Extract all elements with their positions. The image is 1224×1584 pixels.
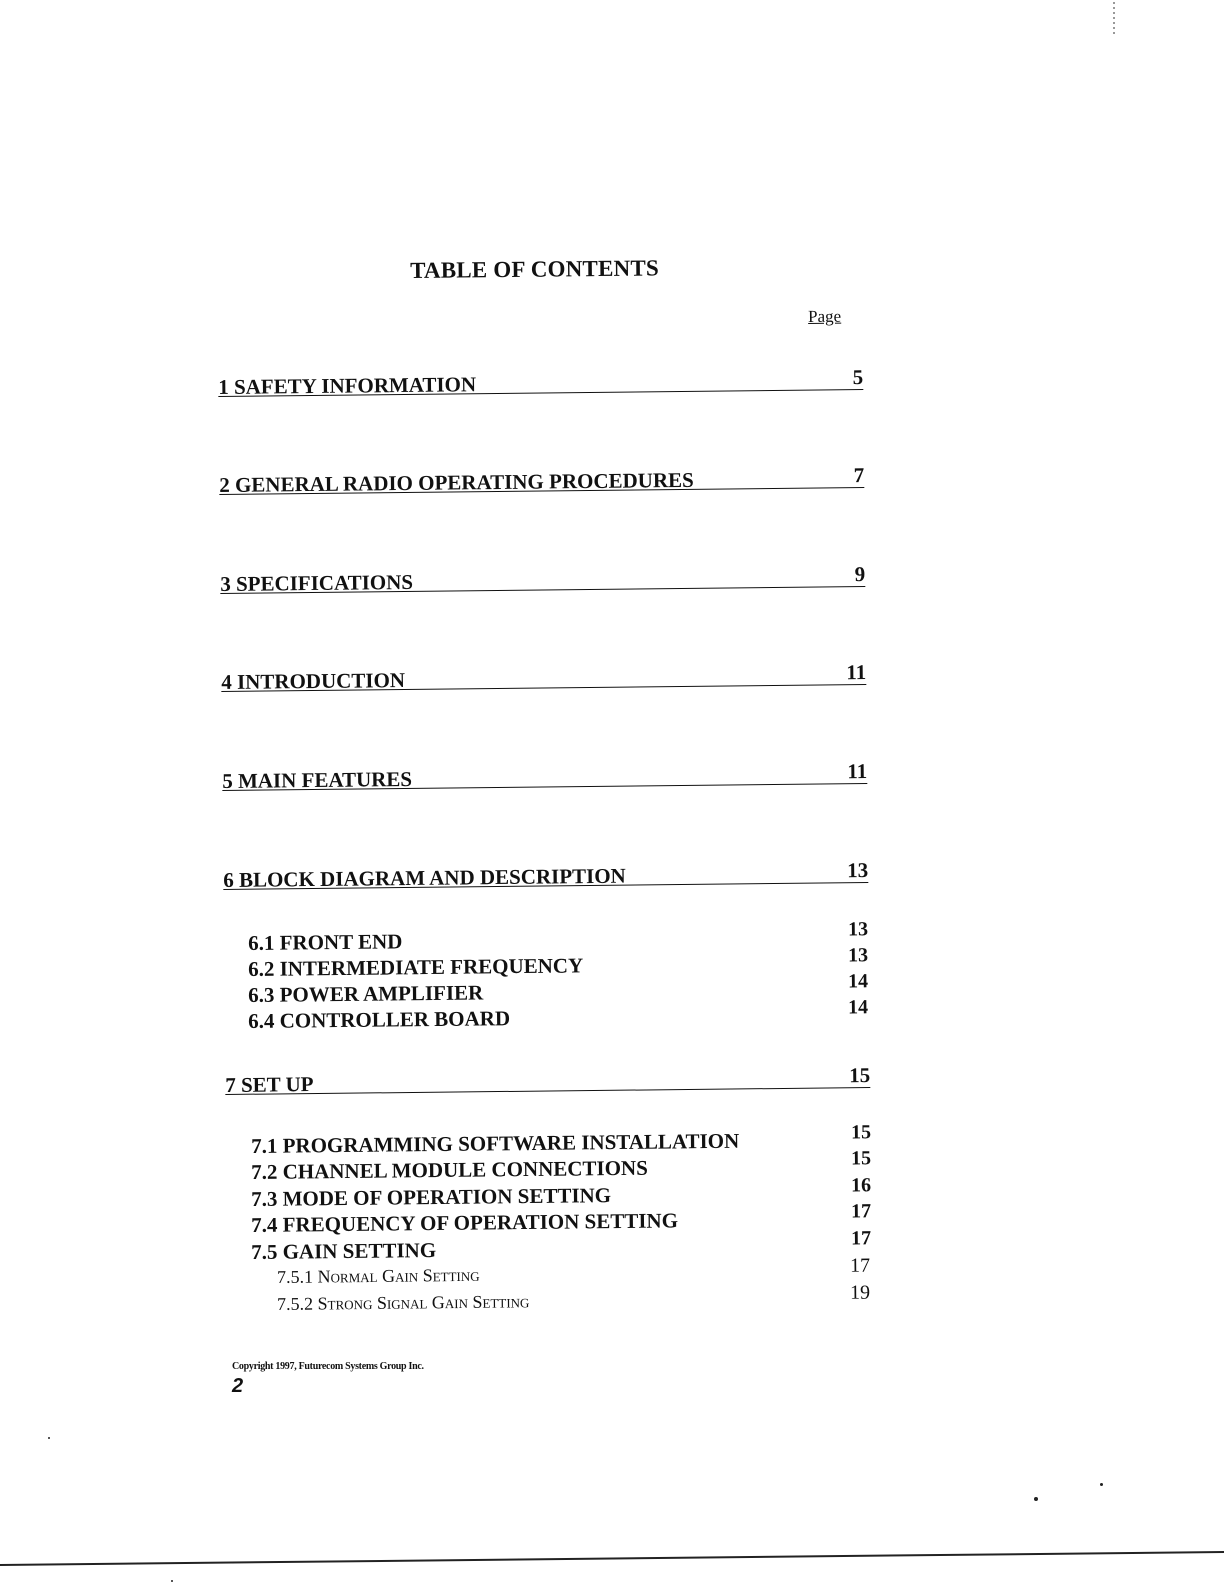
toc-entry-label: 1 SAFETY INFORMATION [218,372,477,399]
toc-subentry-page: 17 [850,1200,872,1223]
toc-entry-page: 7 [853,463,865,488]
toc-subentry-page: 14 [847,996,869,1019]
toc-subentry-page: 13 [847,944,869,967]
toc-entry-label: 5 MAIN FEATURES [222,766,413,793]
toc-entry-1[interactable] [218,357,863,398]
toc-subentry-label: 7.1 PROGRAMMING SOFTWARE INSTALLATION [251,1128,740,1158]
toc-entry-6[interactable] [223,850,868,891]
toc-entry-page: 13 [847,858,869,883]
scan-edge-mark [1113,2,1115,36]
toc-subentry-page: 15 [850,1147,872,1170]
scan-speck [1034,1497,1038,1501]
toc-subentry-label: 6.3 POWER AMPLIFIER [248,980,484,1007]
toc-subentry-page: 13 [847,918,869,941]
toc-entry-3[interactable] [220,554,865,595]
toc-subentry-label: 7.2 CHANNEL MODULE CONNECTIONS [251,1155,648,1184]
page-number: 2 [232,1375,244,1397]
toc-entry-5[interactable] [222,751,867,792]
toc-subentry-label: 6.2 INTERMEDIATE FREQUENCY [248,953,584,981]
scan-speck [1100,1483,1103,1486]
toc-subentry-label: 7.4 FREQUENCY OF OPERATION SETTING [251,1208,679,1237]
toc-entry-page: 5 [852,365,864,390]
toc-entry-page: 15 [849,1063,871,1088]
toc-entry-label: 7 SET UP [225,1072,314,1097]
toc-subentry-6-4[interactable] [248,996,869,1035]
toc-subentry-label: 7.3 MODE OF OPERATION SETTING [251,1183,612,1211]
toc-entry-7[interactable] [225,1055,870,1096]
toc-entry-4[interactable] [221,652,866,693]
toc-subentry-label: 6.4 CONTROLLER BOARD [248,1006,511,1033]
toc-entry-page: 9 [854,562,866,587]
toc-entry-page: 11 [847,759,868,784]
toc-subentry-page: 16 [850,1174,872,1197]
copyright-notice: Copyright 1997, Futurecom Systems Group Inc. [232,1361,424,1372]
toc-entry-label: 2 GENERAL RADIO OPERATING PROCEDURES [219,467,694,497]
scan-bottom-edge [0,1548,1224,1578]
toc-subsubentry-label: 7.5.2 Strong Signal Gain Setting [277,1291,530,1314]
page-column-label: Page [808,306,842,326]
toc-subentry-page: 14 [847,970,869,993]
toc-subsubentry-7-5-2[interactable] [277,1281,871,1320]
toc-subentry-label: 6.1 FRONT END [248,929,403,955]
toc-subsubentry-page: 17 [849,1254,871,1277]
toc-entry-label: 4 INTRODUCTION [221,668,406,694]
toc-subentry-page: 17 [850,1227,872,1250]
toc-entry-page: 11 [846,660,867,685]
toc-entry-label: 3 SPECIFICATIONS [220,569,414,596]
scan-speck [48,1437,50,1439]
toc-subsubentry-label: 7.5.1 Normal Gain Setting [277,1264,480,1287]
toc-entry-label: 6 BLOCK DIAGRAM AND DESCRIPTION [223,863,626,892]
toc-entry-2[interactable] [219,455,864,496]
toc-subsubentry-page: 19 [849,1281,871,1304]
toc-subentry-page: 15 [850,1121,872,1144]
scan-speck [171,1580,173,1582]
toc-subentry-label: 7.5 GAIN SETTING [251,1237,437,1264]
leader-line [225,1087,870,1095]
toc-title: TABLE OF CONTENTS [410,255,660,283]
